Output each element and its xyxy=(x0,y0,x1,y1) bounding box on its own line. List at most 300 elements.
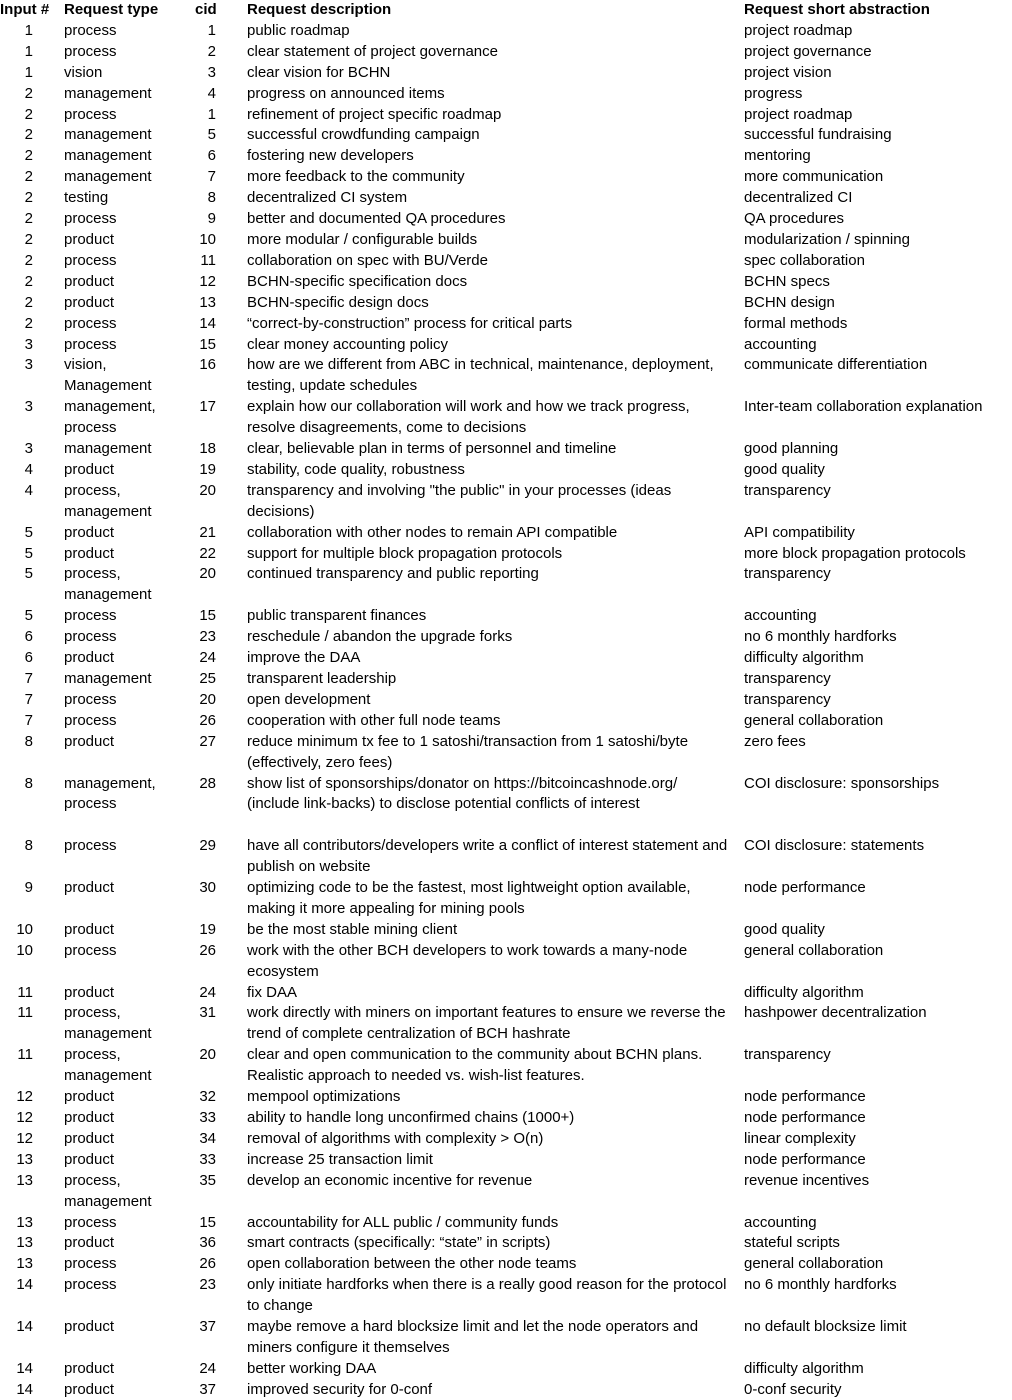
table-row xyxy=(0,878,1012,920)
table-row xyxy=(0,564,1012,606)
cell-type: management xyxy=(64,126,152,144)
table-row xyxy=(0,167,1012,188)
table-row xyxy=(0,1129,1012,1150)
cell-abstraction: node performance xyxy=(744,1109,866,1127)
cell-input: 13 xyxy=(16,1234,33,1252)
cell-cid: 12 xyxy=(199,272,216,290)
cell-type: product xyxy=(64,230,115,248)
table-row xyxy=(0,63,1012,84)
table-row xyxy=(0,711,1012,732)
cell-type: management xyxy=(64,147,152,165)
column-header-request-description: Request description xyxy=(247,1,392,18)
cell-description: reduce minimum tx fee to 1 satoshi/transaction from 1 satoshi/byte (effectively, zero fees) xyxy=(247,732,689,771)
cell-description: cooperation with other full node teams xyxy=(247,711,501,729)
table-row xyxy=(0,1254,1012,1275)
cell-input: 3 xyxy=(24,356,33,374)
cell-input: 10 xyxy=(16,920,33,938)
cell-cid: 19 xyxy=(199,920,216,938)
cell-type: product xyxy=(64,879,115,897)
table-row xyxy=(0,439,1012,460)
cell-description: public transparent finances xyxy=(247,607,427,625)
cell-input: 5 xyxy=(24,565,33,583)
cell-type: product xyxy=(64,920,115,938)
table-row xyxy=(0,648,1012,669)
cell-cid: 4 xyxy=(207,84,216,102)
cell-cid: 36 xyxy=(199,1234,216,1252)
cell-type: process xyxy=(64,607,117,625)
cell-cid: 33 xyxy=(199,1109,216,1127)
cell-type: process xyxy=(64,1276,117,1294)
column-header-cid: cid xyxy=(195,1,217,18)
table-row xyxy=(0,125,1012,146)
cell-input: 12 xyxy=(16,1109,33,1127)
table-row xyxy=(0,335,1012,356)
cell-abstraction: formal methods xyxy=(744,314,848,332)
cell-input: 13 xyxy=(16,1150,33,1168)
cell-abstraction: general collaboration xyxy=(744,711,884,729)
cell-abstraction: successful fundraising xyxy=(744,126,892,144)
table-row xyxy=(0,774,1012,837)
cell-type: vision, Management xyxy=(64,356,152,395)
cell-input: 1 xyxy=(24,63,33,81)
cell-input: 5 xyxy=(24,607,33,625)
cell-abstraction: project roadmap xyxy=(744,21,853,39)
table-row xyxy=(0,272,1012,293)
cell-abstraction: good quality xyxy=(744,460,825,478)
cell-cid: 10 xyxy=(199,230,216,248)
cell-cid: 15 xyxy=(199,335,216,353)
table-row xyxy=(0,1108,1012,1129)
cell-input: 11 xyxy=(17,1046,33,1064)
cell-cid: 21 xyxy=(199,523,216,541)
cell-input: 4 xyxy=(24,460,33,478)
cell-abstraction: project roadmap xyxy=(744,105,853,123)
cell-cid: 26 xyxy=(199,711,216,729)
table-row xyxy=(0,21,1012,42)
table-header-row xyxy=(0,0,1012,21)
cell-description: refinement of project specific roadmap xyxy=(247,105,502,123)
cell-type: product xyxy=(64,1150,115,1168)
cell-description: transparent leadership xyxy=(247,670,397,687)
cell-abstraction: project governance xyxy=(744,42,872,60)
cell-description: fostering new developers xyxy=(247,147,414,165)
table-row xyxy=(0,941,1012,983)
column-header-request-short-abstraction: Request short abstraction xyxy=(744,1,930,18)
cell-type: process, management xyxy=(64,1004,152,1043)
cell-type: process xyxy=(64,837,117,855)
cell-cid: 31 xyxy=(199,1004,216,1022)
cell-type: process xyxy=(64,1213,117,1231)
cell-abstraction: more communication xyxy=(744,168,884,186)
cell-cid: 9 xyxy=(207,210,216,228)
cell-abstraction: transparency xyxy=(744,1046,831,1064)
cell-input: 2 xyxy=(24,293,33,311)
cell-cid: 3 xyxy=(207,63,216,81)
cell-cid: 16 xyxy=(199,356,216,374)
cell-abstraction: transparency xyxy=(744,565,831,583)
cell-cid: 25 xyxy=(199,670,216,687)
cell-cid: 26 xyxy=(199,941,216,959)
cell-cid: 15 xyxy=(199,1213,216,1231)
cell-input: 9 xyxy=(24,879,33,897)
cell-input: 2 xyxy=(24,105,33,123)
cell-input: 14 xyxy=(16,1276,33,1294)
cell-input: 14 xyxy=(16,1380,33,1398)
table-row xyxy=(0,920,1012,941)
cell-abstraction: general collaboration xyxy=(744,941,884,959)
cell-abstraction: accounting xyxy=(744,607,817,625)
cell-cid: 11 xyxy=(200,251,216,269)
cell-input: 3 xyxy=(24,335,33,353)
cell-input: 6 xyxy=(24,649,33,667)
cell-abstraction: general collaboration xyxy=(744,1255,884,1273)
cell-abstraction: project vision xyxy=(744,63,832,81)
cell-abstraction: zero fees xyxy=(744,732,806,750)
cell-input: 8 xyxy=(24,732,33,750)
cell-type: process xyxy=(64,105,117,123)
cell-cid: 23 xyxy=(199,1276,216,1294)
table-row xyxy=(0,544,1012,565)
cell-cid: 34 xyxy=(199,1129,216,1147)
cell-description: improve the DAA xyxy=(247,649,361,667)
cell-cid: 26 xyxy=(199,1255,216,1273)
cell-type: product xyxy=(64,460,115,478)
table-row xyxy=(0,1317,1012,1359)
table-row xyxy=(0,105,1012,126)
table-row xyxy=(0,690,1012,711)
cell-description: have all contributors/developers write a conflict of interest statement and publish on website xyxy=(247,837,728,876)
table-row xyxy=(0,355,1012,397)
cell-abstraction: node performance xyxy=(744,1150,866,1168)
table-row xyxy=(0,1003,1012,1045)
cell-type: process xyxy=(64,335,117,353)
table-row xyxy=(0,732,1012,774)
table-row xyxy=(0,481,1012,523)
cell-type: product xyxy=(64,523,115,541)
cell-description: increase 25 transaction limit xyxy=(247,1150,433,1168)
cell-description: work with the other BCH developers to work towards a many-node ecosystem xyxy=(247,941,688,980)
cell-input: 1 xyxy=(24,21,33,39)
table-body xyxy=(0,21,1012,1400)
cell-cid: 27 xyxy=(199,732,216,750)
cell-description: smart contracts (specifically: “state” in scripts) xyxy=(247,1234,551,1252)
cell-cid: 20 xyxy=(199,690,216,708)
cell-input: 7 xyxy=(24,711,33,729)
cell-cid: 1 xyxy=(207,105,216,123)
cell-input: 7 xyxy=(24,690,33,708)
cell-description: better and documented QA procedures xyxy=(247,210,506,228)
cell-type: product xyxy=(64,732,115,750)
cell-description: continued transparency and public reporting xyxy=(247,565,539,583)
cell-description: work directly with miners on important features to ensure we reverse the trend of complete centralization of BCH hashrate xyxy=(247,1004,726,1043)
cell-abstraction: accounting xyxy=(744,335,817,353)
cell-description: BCHN-specific specification docs xyxy=(247,272,468,290)
cell-cid: 20 xyxy=(199,1046,216,1064)
cell-abstraction: mentoring xyxy=(744,147,811,165)
cell-abstraction: stateful scripts xyxy=(744,1234,840,1252)
cell-description: public roadmap xyxy=(247,21,350,39)
cell-abstraction: difficulty algorithm xyxy=(744,649,864,667)
table-row xyxy=(0,1087,1012,1108)
cell-input: 2 xyxy=(24,189,33,207)
cell-type: product xyxy=(64,544,115,562)
column-header-request-type: Request type xyxy=(64,1,159,18)
cell-abstraction: no 6 monthly hardforks xyxy=(744,1276,897,1294)
cell-type: process, management xyxy=(64,1046,152,1085)
cell-cid: 7 xyxy=(207,168,216,186)
cell-type: process xyxy=(64,1255,117,1273)
cell-abstraction: node performance xyxy=(744,879,866,897)
cell-type: testing xyxy=(64,189,109,207)
cell-abstraction: hashpower decentralization xyxy=(744,1004,927,1022)
cell-cid: 33 xyxy=(199,1150,216,1168)
cell-cid: 5 xyxy=(207,126,216,144)
cell-cid: 24 xyxy=(199,983,216,1001)
cell-input: 2 xyxy=(24,168,33,186)
cell-description: optimizing code to be the fastest, most lightweight option available, making it more appealing for mining pools xyxy=(247,879,691,917)
cell-input: 3 xyxy=(24,398,33,416)
cell-input: 2 xyxy=(24,272,33,290)
cell-abstraction: linear complexity xyxy=(744,1129,856,1147)
column-header-input-number: Input # xyxy=(0,1,50,18)
cell-input: 4 xyxy=(24,481,33,499)
cell-type: product xyxy=(64,1234,115,1252)
table-row xyxy=(0,230,1012,251)
cell-type: product xyxy=(64,1088,115,1106)
cell-description: stability, code quality, robustness xyxy=(247,460,465,478)
table-row xyxy=(0,1213,1012,1234)
table-row xyxy=(0,42,1012,63)
cell-description: collaboration with other nodes to remain API compatible xyxy=(247,523,618,541)
table-row xyxy=(0,606,1012,627)
cell-input: 10 xyxy=(16,941,33,959)
cell-cid: 18 xyxy=(199,440,216,458)
cell-input: 13 xyxy=(16,1171,33,1189)
cell-input: 2 xyxy=(24,126,33,144)
cell-input: 2 xyxy=(24,230,33,248)
cell-input: 7 xyxy=(24,670,33,687)
cell-input: 6 xyxy=(24,628,33,646)
cell-abstraction: difficulty algorithm xyxy=(744,983,864,1001)
cell-abstraction: revenue incentives xyxy=(744,1171,870,1189)
cell-cid: 13 xyxy=(199,293,216,311)
cell-abstraction: decentralized CI xyxy=(744,189,853,207)
table-row xyxy=(0,669,1012,690)
cell-type: process xyxy=(64,21,117,39)
table-row xyxy=(0,251,1012,272)
cell-abstraction: no 6 monthly hardforks xyxy=(744,628,897,646)
cell-abstraction: BCHN design xyxy=(744,293,835,311)
cell-abstraction: transparency xyxy=(744,670,831,687)
cell-type: product xyxy=(64,1129,115,1147)
table-row xyxy=(0,1275,1012,1317)
table-row xyxy=(0,460,1012,481)
cell-cid: 20 xyxy=(199,481,216,499)
cell-type: process xyxy=(64,251,117,269)
cell-type: management xyxy=(64,168,152,186)
table-row xyxy=(0,146,1012,167)
cell-type: process xyxy=(64,210,117,228)
cell-abstraction: difficulty algorithm xyxy=(744,1359,864,1377)
cell-cid: 24 xyxy=(199,649,216,667)
cell-cid: 6 xyxy=(207,147,216,165)
cell-abstraction: good planning xyxy=(744,440,839,458)
cell-type: management xyxy=(64,84,152,102)
cell-type: process xyxy=(64,314,117,332)
cell-type: vision xyxy=(64,63,103,81)
table-row xyxy=(0,523,1012,544)
table-row xyxy=(0,627,1012,648)
cell-description: clear, believable plan in terms of personnel and timeline xyxy=(247,440,617,458)
cell-cid: 20 xyxy=(199,565,216,583)
cell-cid: 15 xyxy=(199,607,216,625)
cell-description: clear and open communication to the community about BCHN plans. Realistic approach to needed vs. wish-list features. xyxy=(247,1046,703,1085)
cell-description: more modular / configurable builds xyxy=(247,230,478,248)
cell-description: how are we different from ABC in technical, maintenance, deployment, testing, update schedules xyxy=(247,356,714,395)
cell-type: process xyxy=(64,711,117,729)
cell-description: develop an economic incentive for revenue xyxy=(247,1171,533,1189)
cell-description: ability to handle long unconfirmed chains (1000+) xyxy=(247,1109,575,1127)
cell-cid: 37 xyxy=(199,1318,216,1336)
cell-description: BCHN-specific design docs xyxy=(247,293,429,311)
cell-abstraction: transparency xyxy=(744,481,831,499)
cell-abstraction: accounting xyxy=(744,1213,817,1231)
cell-abstraction: QA procedures xyxy=(744,210,845,228)
table-row xyxy=(0,84,1012,105)
cell-input: 5 xyxy=(24,544,33,562)
cell-type: management xyxy=(64,440,152,458)
cell-input: 13 xyxy=(16,1255,33,1273)
cell-description: support for multiple block propagation protocols xyxy=(247,544,563,562)
cell-type: process, management xyxy=(64,1171,152,1210)
cell-type: management xyxy=(64,670,152,687)
cell-description: successful crowdfunding campaign xyxy=(247,126,480,144)
cell-input: 2 xyxy=(24,210,33,228)
cell-description: clear money accounting policy xyxy=(247,335,448,353)
cell-abstraction: 0-conf security xyxy=(744,1380,842,1398)
cell-description: clear statement of project governance xyxy=(247,42,498,60)
cell-description: be the most stable mining client xyxy=(247,920,458,938)
table-row xyxy=(0,983,1012,1004)
cell-input: 1 xyxy=(24,42,33,60)
cell-cid: 19 xyxy=(199,460,216,478)
cell-type: management, process xyxy=(64,774,156,813)
cell-input: 2 xyxy=(24,84,33,102)
table-row xyxy=(0,1359,1012,1380)
cell-input: 2 xyxy=(24,251,33,269)
cell-cid: 32 xyxy=(199,1088,216,1106)
table-row xyxy=(0,836,1012,878)
cell-abstraction: communicate differentiation xyxy=(744,356,928,374)
cell-cid: 30 xyxy=(199,879,216,897)
cell-input: 2 xyxy=(24,147,33,165)
cell-type: product xyxy=(64,293,115,311)
cell-description: mempool optimizations xyxy=(247,1088,401,1106)
cell-description: accountability for ALL public / community funds xyxy=(247,1213,559,1231)
cell-abstraction: good quality xyxy=(744,920,825,938)
cell-cid: 37 xyxy=(199,1380,216,1398)
table-row xyxy=(0,1150,1012,1171)
cell-cid: 2 xyxy=(207,42,216,60)
table-row xyxy=(0,314,1012,335)
cell-description: clear vision for BCHN xyxy=(247,63,391,81)
cell-type: product xyxy=(64,649,115,667)
table-row xyxy=(0,188,1012,209)
table-row xyxy=(0,397,1012,439)
cell-abstraction: progress xyxy=(744,84,803,102)
cell-description: improved security for 0-conf xyxy=(247,1380,433,1398)
cell-abstraction: COI disclosure: statements xyxy=(744,837,925,855)
cell-input: 11 xyxy=(17,1004,33,1022)
cell-cid: 28 xyxy=(199,774,216,792)
cell-description: only initiate hardforks when there is a really good reason for the protocol to change xyxy=(247,1276,727,1315)
cell-type: process, management xyxy=(64,565,152,604)
cell-type: product xyxy=(64,983,115,1001)
cell-cid: 24 xyxy=(199,1359,216,1377)
table-row xyxy=(0,1380,1012,1400)
cell-description: progress on announced items xyxy=(247,84,445,102)
cell-description: reschedule / abandon the upgrade forks xyxy=(247,628,513,646)
cell-input: 14 xyxy=(16,1359,33,1377)
cell-type: process, management xyxy=(64,481,152,520)
table-row xyxy=(0,293,1012,314)
table-row xyxy=(0,1233,1012,1254)
cell-input: 5 xyxy=(24,523,33,541)
cell-description: maybe remove a hard blocksize limit and let the node operators and miners configure it themselves xyxy=(247,1318,699,1356)
cell-input: 3 xyxy=(24,440,33,458)
cell-type: product xyxy=(64,1380,115,1398)
cell-type: process xyxy=(64,628,117,646)
table-row xyxy=(0,1045,1012,1087)
cell-description: open collaboration between the other node teams xyxy=(247,1255,577,1273)
cell-abstraction: transparency xyxy=(744,690,831,708)
cell-description: show list of sponsorships/donator on https://bitcoincashnode.org/ (include link-backs) to disclose potential conflicts of interest xyxy=(247,774,678,813)
cell-abstraction: spec collaboration xyxy=(744,251,865,269)
cell-description: fix DAA xyxy=(247,983,298,1001)
cell-cid: 35 xyxy=(199,1171,216,1189)
cell-input: 8 xyxy=(24,774,33,792)
cell-type: process xyxy=(64,42,117,60)
cell-cid: 1 xyxy=(207,21,216,39)
table-row xyxy=(0,209,1012,230)
cell-input: 12 xyxy=(16,1088,33,1106)
cell-description: collaboration on spec with BU/Verde xyxy=(247,251,488,269)
cell-abstraction: API compatibility xyxy=(744,523,855,541)
cell-abstraction: Inter-team collaboration explanation xyxy=(744,398,983,416)
cell-abstraction: modularization / spinning xyxy=(744,230,910,248)
cell-abstraction: more block propagation protocols xyxy=(744,544,966,562)
cell-description: open development xyxy=(247,690,371,708)
cell-type: product xyxy=(64,1109,115,1127)
cell-input: 11 xyxy=(17,983,33,1001)
cell-input: 13 xyxy=(16,1213,33,1231)
cell-type: management, process xyxy=(64,398,156,437)
cell-cid: 14 xyxy=(199,314,216,332)
cell-cid: 8 xyxy=(207,189,216,207)
cell-cid: 29 xyxy=(199,837,216,855)
cell-abstraction: no default blocksize limit xyxy=(744,1318,907,1336)
cell-cid: 22 xyxy=(199,544,216,562)
cell-cid: 17 xyxy=(199,398,216,416)
cell-description: more feedback to the community xyxy=(247,168,465,186)
cell-input: 8 xyxy=(24,837,33,855)
cell-description: removal of algorithms with complexity > O(n) xyxy=(247,1129,544,1147)
cell-abstraction: BCHN specs xyxy=(744,272,830,290)
cell-type: product xyxy=(64,1359,115,1377)
cell-description: explain how our collaboration will work and how we track progress, resolve disagreements, come to decisions xyxy=(247,398,690,437)
cell-description: “correct-by-construction” process for critical parts xyxy=(247,314,573,332)
cell-abstraction: COI disclosure: sponsorships xyxy=(744,774,940,792)
